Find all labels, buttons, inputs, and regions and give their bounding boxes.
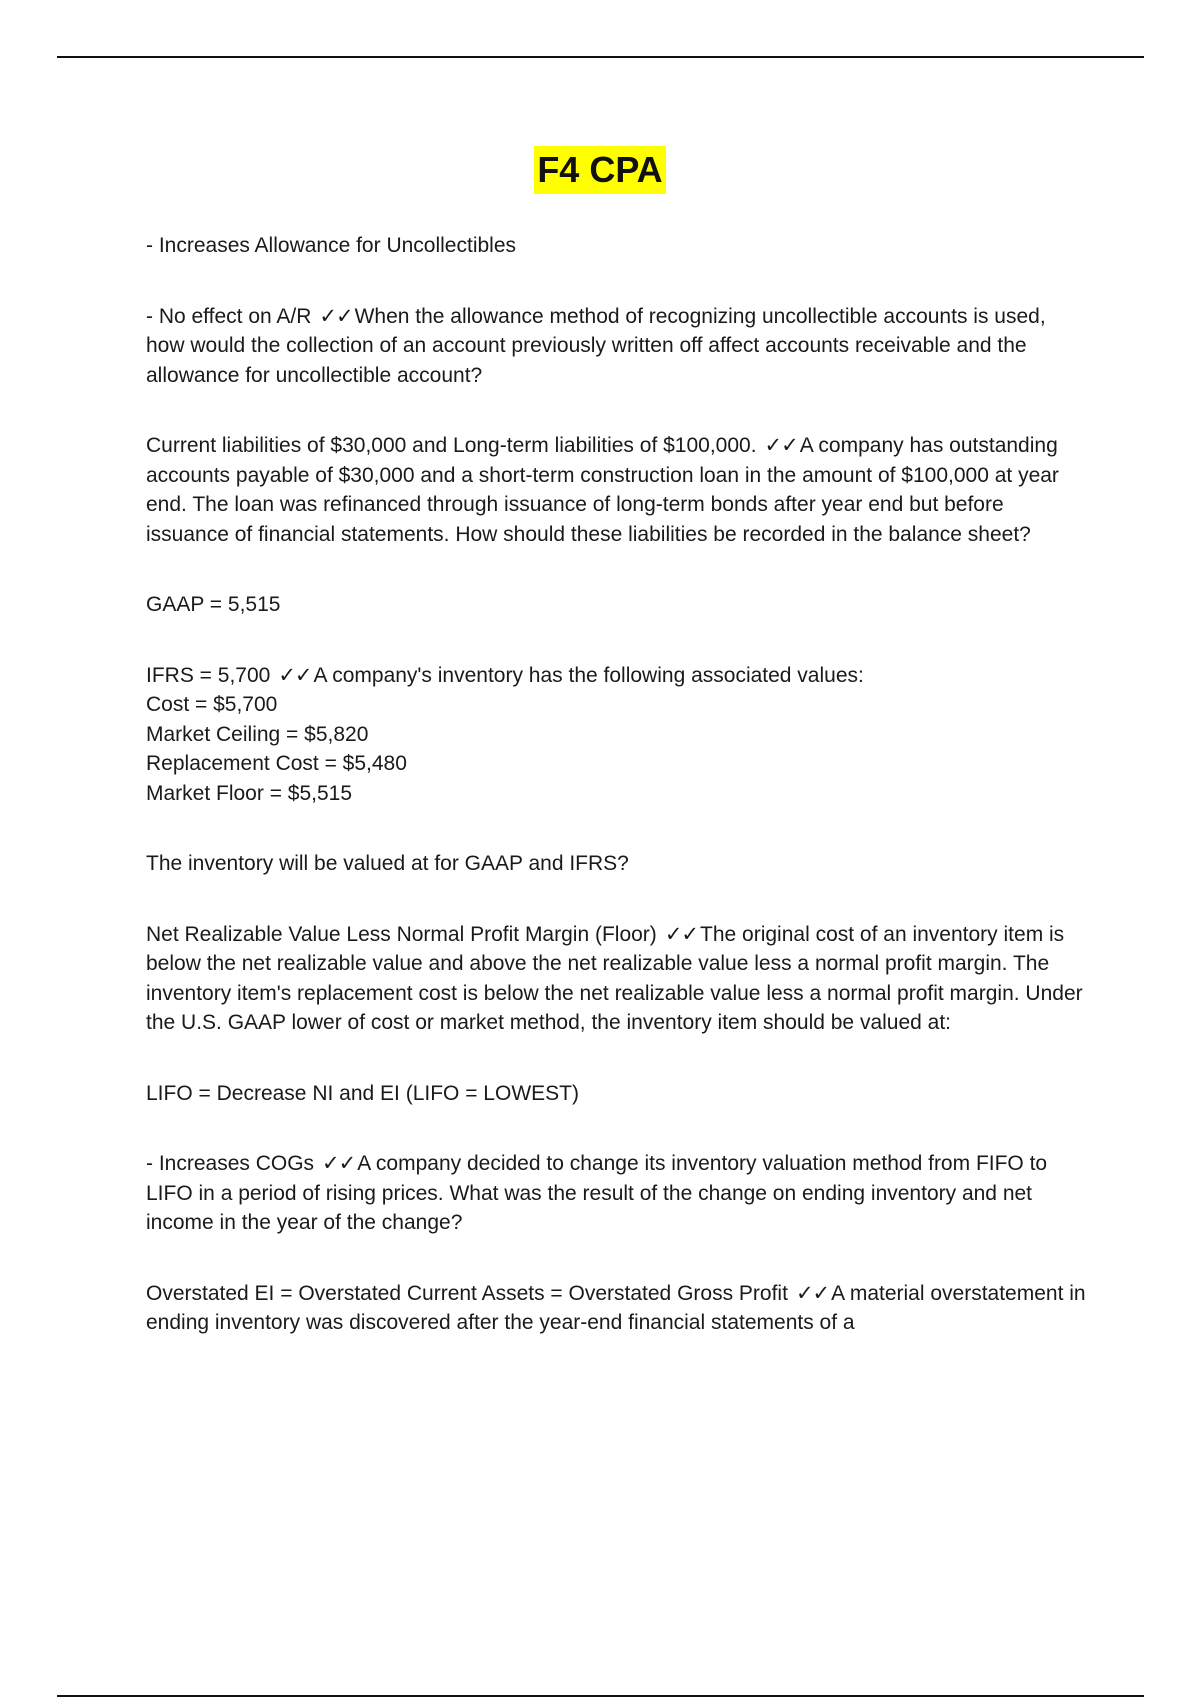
qa-item-8 <box>146 1079 1086 1109</box>
qa-item-6 <box>146 849 1086 879</box>
question-text: A company has outstanding accounts payable of $30,000 and a short-term construction loan in the amount of $100,000 at year end. The loan was refinanced through issuance of long-term bonds after year end but before issuance of financial statements. How should these liabilities be recorded in the balance sheet? <box>146 434 1059 546</box>
double-check-icon: ✓✓ <box>764 434 798 457</box>
answer-text: - Increases Allowance for Uncollectibles <box>146 234 517 257</box>
answer-text: Current liabilities of $30,000 and Long-term liabilities of $100,000. <box>146 434 757 457</box>
answer-text: - No effect on A/R <box>146 304 312 328</box>
qa-item-3 <box>146 431 1086 549</box>
value-line: Cost = $5,700 <box>146 693 278 716</box>
value-line: Market Ceiling = $5,820 <box>146 722 369 746</box>
question-text: A company decided to change its inventory valuation method from FIFO to LIFO in a period of rising prices. What was the result of the change on ending inventory and net income in the year of the change? <box>146 1152 1048 1234</box>
double-check-icon: ✓✓ <box>278 663 312 687</box>
answer-question-line <box>146 661 1086 691</box>
question-text: When the allowance method of recognizing uncollectible accounts is used, how would the collection of an account previously written off affect accounts receivable and the allowance for uncollectible account? <box>146 304 1046 387</box>
answer-text: Overstated EI = Overstated Current Assets = Overstated Gross Profit <box>146 1281 788 1305</box>
answer-text: The inventory will be valued at for GAAP and IFRS? <box>146 852 629 875</box>
question-text: A company's inventory has the following associated values: <box>313 663 864 687</box>
bottom-rule <box>57 1695 1144 1697</box>
qa-item-4 <box>146 590 1086 620</box>
double-check-icon: ✓✓ <box>795 1281 830 1305</box>
value-line: Replacement Cost = $5,480 <box>146 752 407 775</box>
answer-text: LIFO = Decrease NI and EI (LIFO = LOWEST) <box>146 1081 579 1105</box>
answer-text: - Increases COGs <box>146 1152 315 1175</box>
document-body <box>146 231 1086 1379</box>
qa-item-2 <box>146 302 1086 391</box>
qa-item-1 <box>146 231 1086 261</box>
qa-item-9 <box>146 1149 1086 1238</box>
double-check-icon: ✓✓ <box>322 1152 356 1175</box>
double-check-icon: ✓✓ <box>319 304 353 328</box>
answer-text: Net Realizable Value Less Normal Profit Margin (Floor) <box>146 922 657 946</box>
question-text: A material overstatement in ending inventory was discovered after the year-end financial statements of a <box>146 1281 1086 1334</box>
qa-item-7 <box>146 920 1086 1038</box>
answer-text: IFRS = 5,700 <box>146 663 271 687</box>
double-check-icon: ✓✓ <box>664 922 699 946</box>
value-line: Market Floor = $5,515 <box>146 781 353 805</box>
title-container <box>0 146 1200 194</box>
qa-item-10 <box>146 1279 1086 1338</box>
qa-item-5 <box>146 661 1086 809</box>
answer-text: GAAP = 5,515 <box>146 593 281 616</box>
document-title: F4 CPA <box>534 146 665 194</box>
question-text: The original cost of an inventory item is below the net realizable value and above the net realizable value less a normal profit margin. The inventory item's replacement cost is below the net realizable value less a normal profit margin. Under the U.S. GAAP lower of cost or market method, the inventory item should be valued at: <box>146 922 1083 1034</box>
top-rule <box>57 56 1144 58</box>
